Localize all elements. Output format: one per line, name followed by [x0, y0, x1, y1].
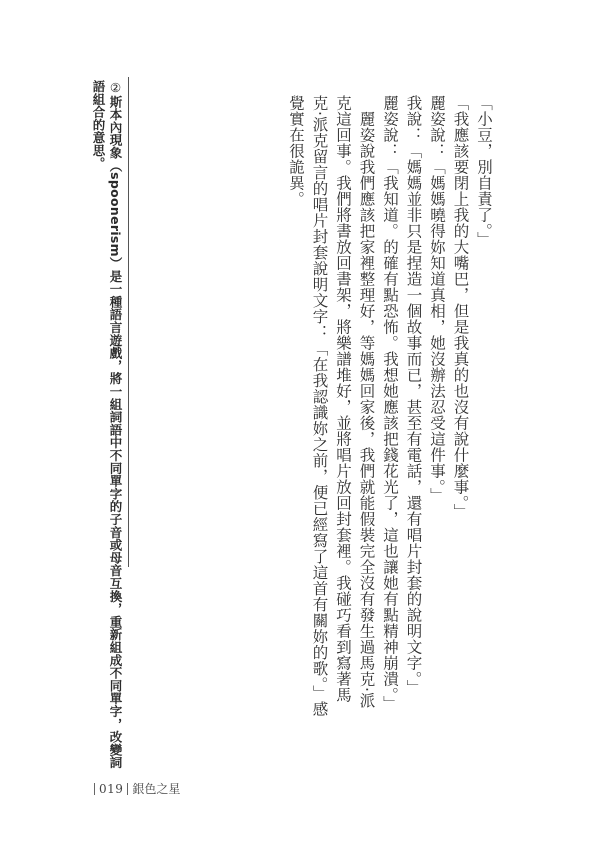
paragraph-5: 麗姿說：「我知道。的確有點恐怖。我想她應該把錢花光了，這也讓她有點精神崩潰。」	[381, 95, 399, 712]
body-text	[265, 95, 495, 720]
footnote	[84, 80, 124, 780]
page-number: 019	[99, 781, 124, 796]
paragraph-3: 麗姿說：「媽媽曉得妳知道真相，她沒辦法忍受這件事。」	[428, 95, 446, 504]
folio-bar-right	[127, 783, 128, 795]
footnote-marker: ②	[108, 80, 123, 96]
footnote-text: 斯本內現象（spoonerism）是一種語言遊戲，將一組詞語中不同單字的子音或母音互換，重新組成不同單字，改變詞語組合的意思。	[91, 80, 123, 769]
folio-bar-left	[94, 783, 95, 795]
paragraph-4: 我說：「媽媽並非只是捏造一個故事而已，甚至有電話，還有唱片封套的說明文字。」	[404, 95, 423, 696]
paragraph-1: 「小豆，別自責了。」	[475, 95, 493, 248]
footnote-divider	[128, 77, 129, 567]
page-folio	[94, 780, 180, 797]
paragraph-6: 麗姿說我們應該把家裡整理好，等媽媽回家後，我們就能假裝完全沒有發生過馬克‧派克這回事。我們將書放回書架，將樂譜堆好，並將唱片放回封套裡。我碰巧看到寫著馬克‧派克留言的唱片封套說明文字：「在我認識妳之前，便已經寫了這首有關妳的歌。」感覺實在很詭異。	[287, 95, 376, 717]
running-title: 銀色之星	[132, 782, 181, 796]
paragraph-2: 「我應該要閉上我的大嘴巴，但是我真的也沒有說什麼事。」	[451, 95, 470, 520]
